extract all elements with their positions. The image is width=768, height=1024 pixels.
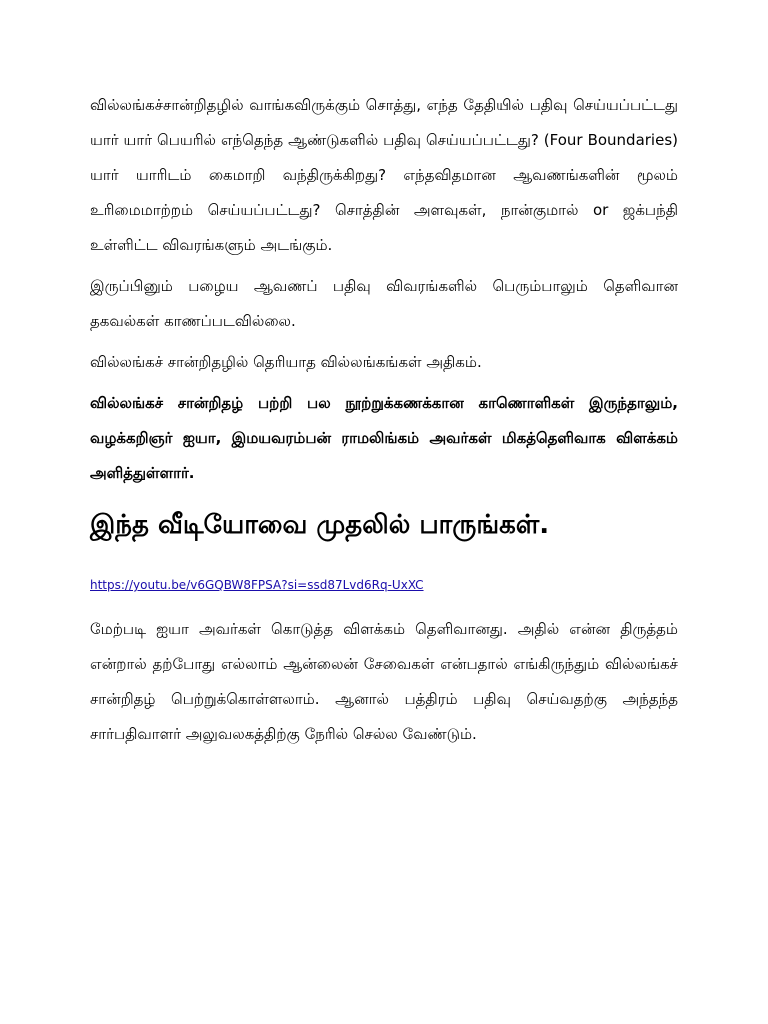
document-page xyxy=(90,88,678,752)
paragraph-encumbrance-details: வில்லங்கச்சான்றிதழில் வாங்கவிருக்கும் சொத்து, எந்த தேதியில் பதிவு செய்யப்பட்டது யார் யார் பெயரில் எந்தெந்த ஆண்டுகளில் பதிவு செய்யப்பட்டது? (Four Boundaries) யார் யாரிடம் கைமாறி வந்திருக்கிறது? எந்தவிதமான ஆவணங்களின் மூலம் உரிமைமாற்றம் செய்யப்பட்டது? சொத்தின் அளவுகள், நான்குமால் or ஜக்பந்தி உள்ளிட்ட விவரங்களும் அடங்கும். xyxy=(90,96,678,254)
paragraph-lawyer-explanation: வில்லங்கச் சான்றிதழ் பற்றி பல நூற்றுக்கணக்கான காணொளிகள் இருந்தாலும், வழக்கறிஞர் ஐயா, இமயவரம்பன் ராமலிங்கம் அவர்கள் மிகத்தெளிவாக விளக்கம் அளித்துள்ளார். xyxy=(90,394,678,482)
paragraph-closing: மேற்படி ஐயா அவர்கள் கொடுத்த விளக்கம் தெளிவானது. அதில் என்ன திருத்தம் என்றால் தற்போது எல்லாம் ஆன்லைன் சேவைகள் என்பதால் எங்கிருந்தும் வில்லங்கச் சான்றிதழ் பெற்றுக்கொள்ளலாம். ஆனால் பத்திரம் பதிவு செய்வதற்கு அந்தந்த சார்பதிவாளர் அலுவலகத்திற்கு நேரில் செல்ல வேண்டும். xyxy=(90,620,678,743)
video-link[interactable]: https://youtu.be/v6GQBW8FPSA?si=ssd87Lvd6Rq-UxXC xyxy=(90,578,424,592)
section-heading: இந்த வீடியோவை முதலில் பாருங்கள். xyxy=(90,510,550,540)
paragraph-old-records: இருப்பினும் பழைய ஆவணப் பதிவு விவரங்களில் பெரும்பாலும் தெளிவான தகவல்கள் காணப்படவில்லை. xyxy=(90,277,678,330)
paragraph-hidden-encumbrances: வில்லங்கச் சான்றிதழில் தெரியாத வில்லங்கங்கள் அதிகம். xyxy=(90,353,482,371)
